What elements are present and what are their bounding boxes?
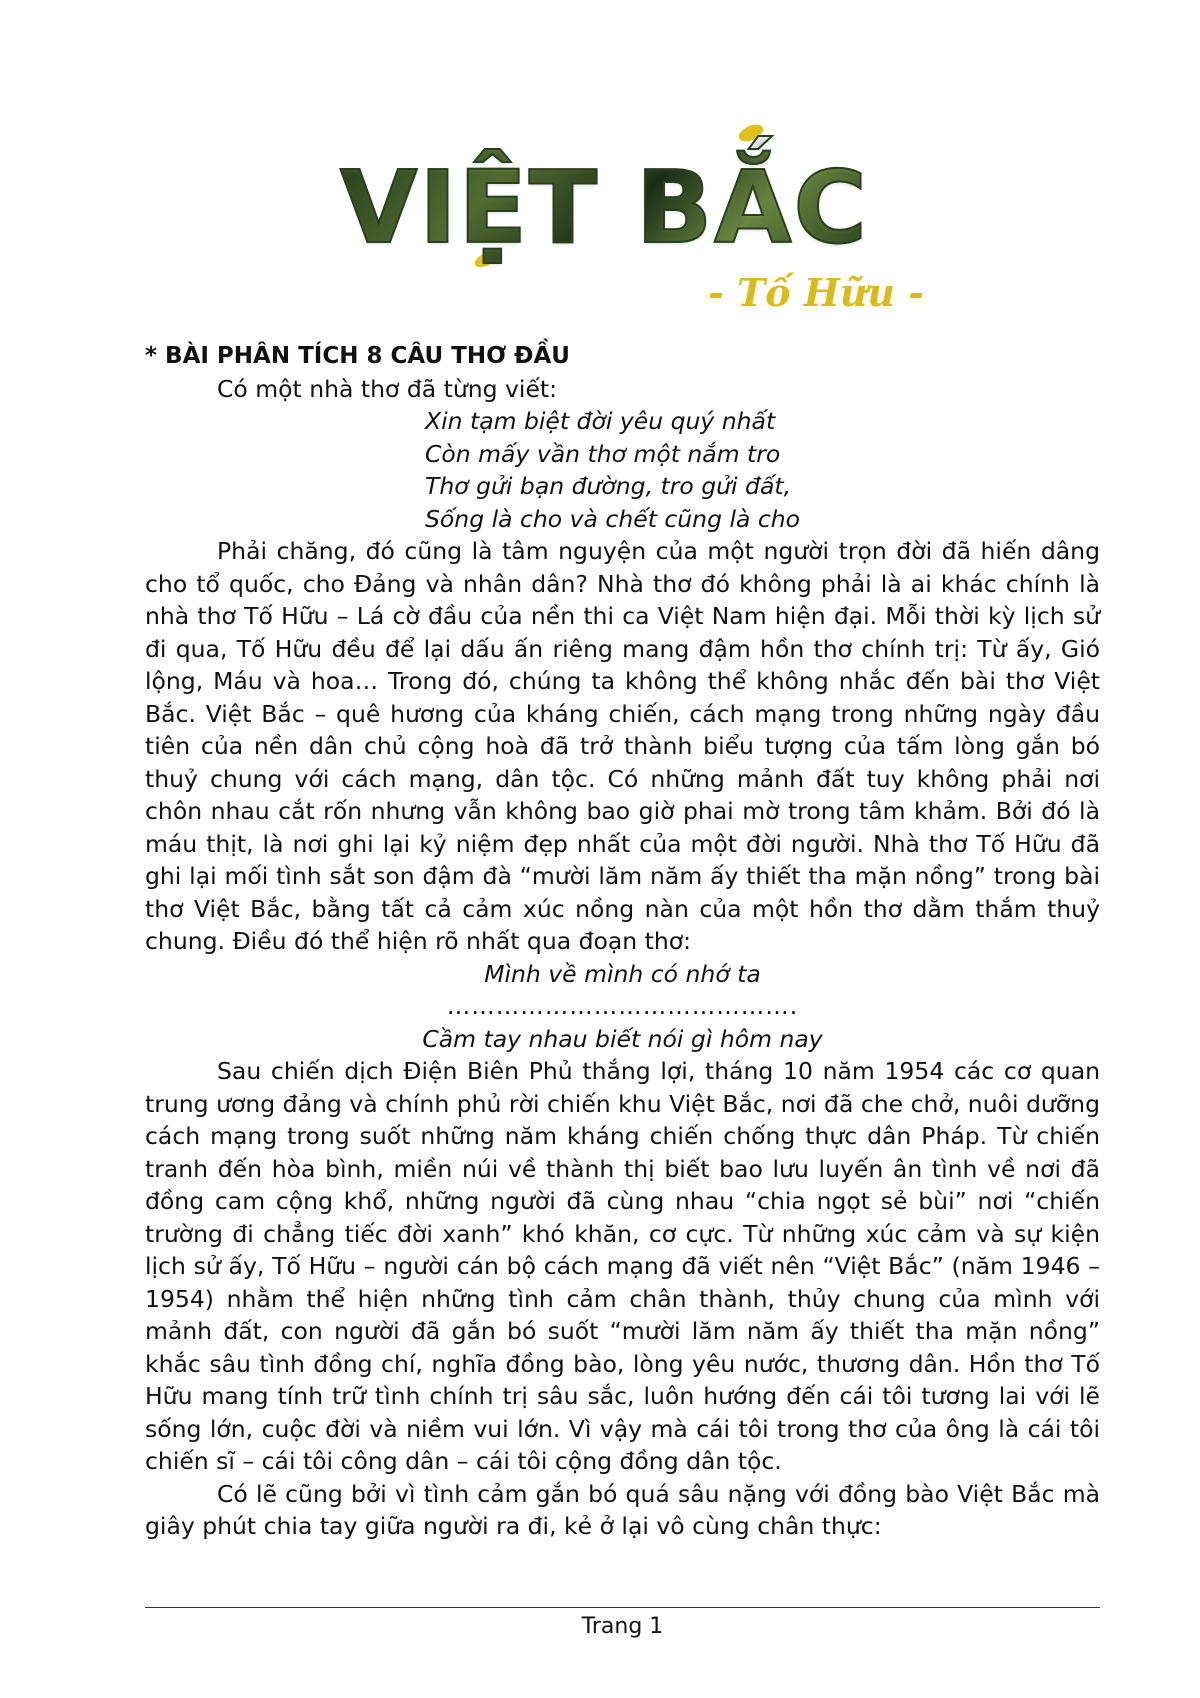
intro-line: Có một nhà thơ đã từng viết: (217, 374, 558, 403)
section-heading: * BÀI PHÂN TÍCH 8 CÂU THƠ ĐẦU (145, 343, 570, 369)
footer-divider (145, 1607, 1100, 1608)
document-body (145, 340, 1100, 1543)
poem-excerpt-first-line: Mình về mình có nhớ ta (484, 959, 761, 988)
logo-author: - Tố Hữu - (708, 270, 925, 315)
paragraph: Sau chiến dịch Điện Biên Phủ thắng lợi, tháng 10 năm 1954 các cơ quan trung ương đảng và chính phủ rời chiến khu Việt Bắc, nơi đã che chở, nuôi dưỡng cách mạng trong suốt những năm kháng chiến chống thực dân Pháp. Từ chiến tranh đến hòa bình, miền núi về thành thị biết bao lưu luyến ân tình về nơi đã đồng cam cộng khổ, những người đã cùng nhau “chia ngọt sẻ bùi” nơi “chiến trường đi chẳng tiếc đời xanh” khó khăn, cơ cực. Từ những xúc cảm và sự kiện lịch sử ấy, Tố Hữu – người cán bộ cách mạng đã viết nên “Việt Bắc” (năm 1946 – 1954) nhằm thể hiện những tình cảm chân thành, thủy chung của mình với mảnh đất, con người đã gắn bó suốt “mười lăm năm ấy thiết tha mặn nồng” khắc sâu tình đồng chí, nghĩa đồng bào, lòng yêu nước, thương dân. Hồn thơ Tố Hữu mang tính trữ tình chính trị sâu sắc, luôn hướng đến cái tôi tương lai với lẽ sống lớn, cuộc đời và niềm vui lớn. Vì vậy mà cái tôi trong thơ của ông là cái tôi chiến sĩ – cái tôi công dân – cái tôi cộng đồng dân tộc. (145, 1057, 1100, 1475)
leaf-decoration-icon (736, 121, 765, 145)
poem-quote (145, 405, 1100, 535)
poem-line: Xin tạm biệt đời yêu quý nhất (425, 407, 776, 435)
paragraph: Phải chăng, đó cũng là tâm nguyện của một người trọn đời đã hiến dâng cho tổ quốc, cho Đảng và nhân dân? Nhà thơ đó không phải là ai khác chính là nhà thơ Tố Hữu – Lá cờ đầu của nền thi ca Việt Nam hiện đại. Mỗi thời kỳ lịch sử đi qua, Tố Hữu đều để lại dấu ấn riêng mang đậm hồn thơ chính trị: Từ ấy, Gió lộng, Máu và hoa… Trong đó, chúng ta không thể không nhắc đến bài thơ Việt Bắc. Việt Bắc – quê hương của kháng chiến, cách mạng trong những ngày đầu tiên của nền dân chủ cộng hoà đã trở thành biểu tượng của tấm lòng gắn bó thuỷ chung với cách mạng, dân tộc. Có những mảnh đất tuy không phải nơi chôn nhau cắt rốn nhưng vẫn không bao giờ phai mờ trong tâm khảm. Bởi đó là máu thịt, là nơi ghi lại kỷ niệm đẹp nhất của một đời người. Nhà thơ Tố Hữu đã ghi lại mối tình sắt son đậm đà “mười lăm năm ấy thiết tha mặn nồng” trong bài thơ Việt Bắc, bằng tất cả cảm xúc nồng nàn của một hồn thơ dằm thắm thuỷ chung. Điều đó thể hiện rõ nhất qua đoạn thơ: (145, 537, 1100, 955)
poem-line: Sống là cho và chết cũng là cho (425, 504, 801, 533)
page-number: Trang 1 (581, 1614, 664, 1639)
poem-line: Còn mấy vần thơ một nắm tro (425, 439, 781, 468)
poem-excerpt-last-line: Cầm tay nhau biết nói gì hôm nay (422, 1024, 823, 1053)
logo-title: VIỆT BẮC (340, 149, 869, 266)
poem-excerpt-ellipsis: ……………………………………. (446, 992, 799, 1020)
title-logo (340, 118, 925, 328)
paragraph: Có lẽ cũng bởi vì tình cảm gắn bó quá sâu nặng với đồng bào Việt Bắc mà giây phút chia tay giữa người ra đi, kẻ ở lại vô cùng chân thực: (145, 1479, 1100, 1540)
poem-line: Thơ gửi bạn đường, tro gửi đất, (425, 472, 792, 500)
